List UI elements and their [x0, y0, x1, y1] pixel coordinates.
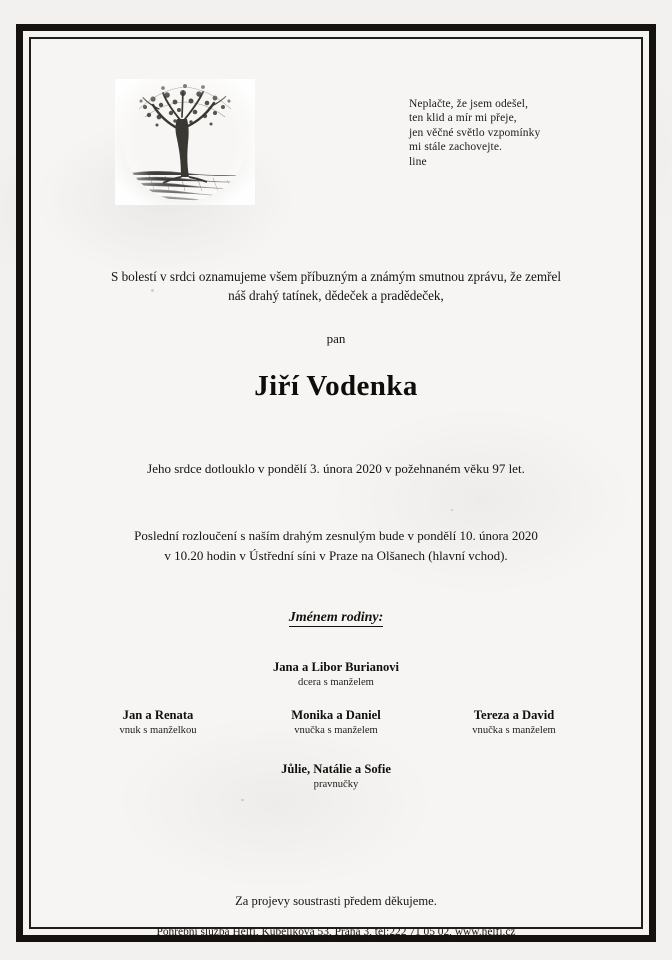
thanks-note: Za projevy soustrasti předem děkujeme. — [235, 894, 437, 908]
card-inner-border — [29, 37, 643, 929]
farewell-line-2: v 10.20 hodin v Ústřední síni v Praze na Olšanech (hlavní vchod). — [164, 548, 508, 563]
family-member-3 — [439, 708, 589, 736]
family-primary-relation: dcera s manželem — [298, 677, 374, 688]
verse-line-5: line — [409, 155, 427, 168]
provider-footer: Pohřební služba Helfi, Kubelíkova 53, Praha 3, tel:222 71 05 02, www.helfi.cz — [156, 926, 516, 938]
announcement-line-1: S bolestí v srdci oznamujeme všem příbuzným a známým smutnou zprávu, že zemřel — [110, 269, 562, 284]
announcement-line-2: náš drahý tatínek, dědeček a pradědeček, — [228, 288, 444, 303]
honorific: pan — [326, 331, 346, 346]
card-content — [31, 39, 641, 927]
death-notice: Jeho srdce dotlouklo v pondělí 3. února 2020 v požehnaném věku 97 let. — [147, 461, 525, 476]
family-member-3-relation: vnučka s manželem — [472, 725, 556, 736]
family-primary — [31, 660, 641, 688]
tree-illustration — [115, 79, 255, 205]
header-area — [31, 39, 641, 225]
verse-line-3: jen věčné světlo vzpomínky — [409, 126, 541, 139]
family-last-relation: pravnučky — [313, 779, 359, 790]
scan-speck — [241, 799, 244, 801]
verse-line-2: ten klid a mír mi přeje, — [409, 112, 517, 125]
card-outer-border — [16, 24, 656, 942]
family-row — [31, 708, 641, 742]
family-member-3-names: Tereza a David — [473, 708, 555, 722]
farewell-details — [31, 526, 641, 566]
verse-text — [409, 97, 629, 169]
family-member-2-relation: vnučka s manželem — [294, 725, 378, 736]
family-member-2 — [241, 708, 431, 736]
verse-line-4: mi stále zachovejte. — [409, 141, 503, 154]
verse-line-1: Neplačte, že jsem odešel, — [409, 98, 529, 110]
announcement-paragraph — [31, 267, 641, 305]
family-member-2-names: Monika a Daniel — [291, 708, 381, 722]
family-member-1 — [83, 708, 233, 736]
deceased-name: Jiří Vodenka — [254, 370, 418, 402]
family-title: Jménem rodiny: — [288, 610, 384, 625]
farewell-line-1: Poslední rozloučení s naším drahým zesnulým bude v pondělí 10. února 2020 — [134, 528, 538, 543]
family-member-1-names: Jan a Renata — [122, 708, 194, 722]
family-member-1-relation: vnuk s manželkou — [119, 725, 197, 736]
family-great-grandchildren — [31, 762, 641, 790]
scan-speck — [451, 509, 453, 511]
family-primary-names: Jana a Libor Burianovi — [272, 660, 400, 674]
family-last-names: Jůlie, Natálie a Sofie — [281, 762, 391, 776]
family-block — [31, 660, 641, 790]
